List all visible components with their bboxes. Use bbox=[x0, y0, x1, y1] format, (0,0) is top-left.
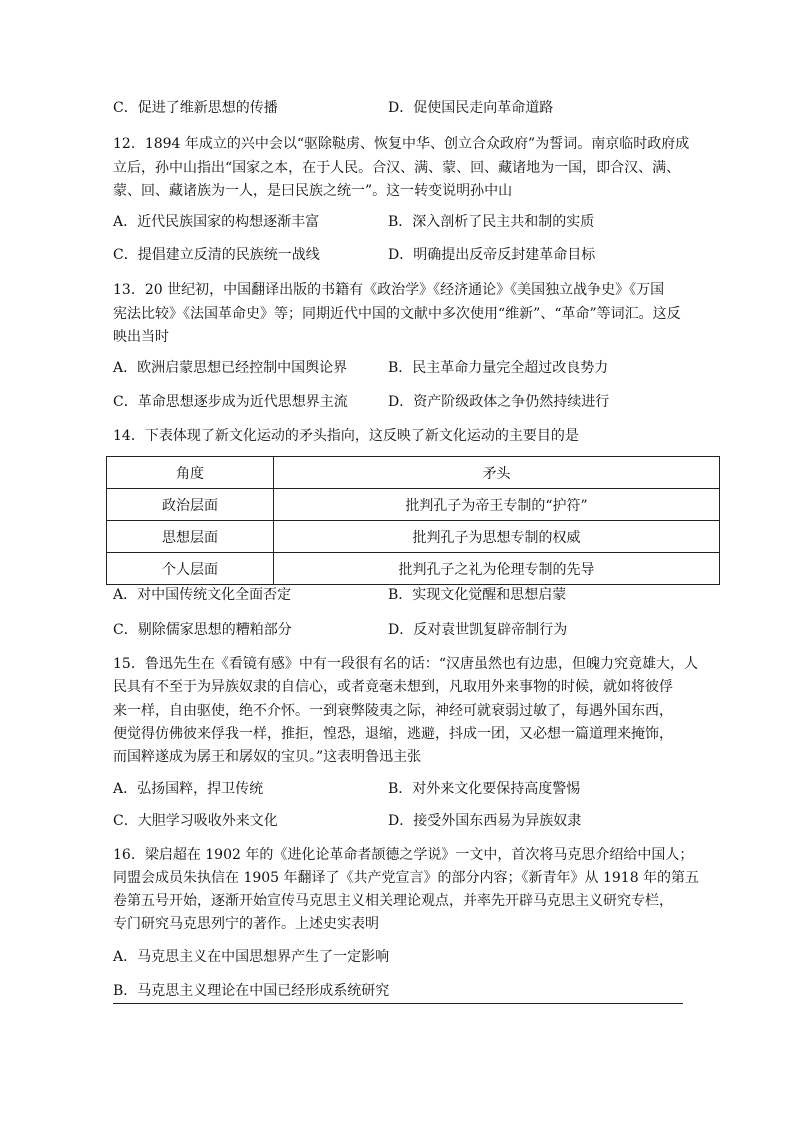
q13-option-b: B．民主革命力量完全超过改良势力 bbox=[388, 360, 609, 376]
q13-option-c: C．革命思想逐步成为近代思想界主流 bbox=[113, 394, 348, 410]
q16-stem-line-1: 16．梁启超在 1902 年的《进化论革命者颉德之学说》一文中，首次将马克思介绍给中国人； bbox=[113, 847, 694, 863]
q12-option-d: D．明确提出反帝反封建革命目标 bbox=[388, 247, 596, 263]
q14-option-a: A．对中国传统文化全面否定 bbox=[113, 587, 292, 603]
table-cell: 批判孔子为思想专制的权威 bbox=[274, 521, 720, 553]
table-cell: 政治层面 bbox=[107, 489, 274, 521]
q11-option-c: C．促进了维新思想的传播 bbox=[113, 100, 278, 116]
q15-options-ab bbox=[113, 779, 713, 799]
q12-option-c: C．提倡建立反清的民族统一战线 bbox=[113, 247, 320, 263]
q11-option-d: D．促使国民走向革命道路 bbox=[388, 100, 554, 116]
bottom-rule bbox=[113, 1003, 683, 1004]
q15-stem-line-2: 民具有不至于为异族奴隶的自信心，或者竟毫未想到，凡取用外来事物的时候，就如将彼俘 bbox=[113, 679, 673, 695]
q15-stem-line-5: 而国粹遂成为孱王和孱奴的宝贝。”这表明鲁迅主张 bbox=[113, 749, 422, 765]
q12-stem-line-3: 蒙、回、藏诸族为一人，是曰民族之统一”。这一转变说明孙中山 bbox=[113, 183, 513, 199]
q15-stem-line-3: 来一样，自由驱使，绝不介怀。一到衰弊陵夷之际，神经可就衰弱过敏了，每遇外国东西， bbox=[113, 703, 673, 719]
q14-options-cd bbox=[113, 620, 713, 640]
q13-options-ab bbox=[113, 358, 713, 378]
q12-stem-line-2: 立后，孙中山指出“国家之本，在于人民。合汉、满、蒙、回、藏诸地为一国，即合汉、满、 bbox=[113, 160, 681, 176]
q12-option-b: B．深入剖析了民主共和制的实质 bbox=[388, 214, 595, 230]
table-row bbox=[107, 553, 720, 585]
table-row bbox=[107, 489, 720, 521]
q16-stem-line-4: 专门研究马克思列宁的著作。上述史实表明 bbox=[113, 916, 379, 932]
q15-options-cd bbox=[113, 811, 713, 831]
q12-option-a: A．近代民族国家的构想逐渐丰富 bbox=[113, 214, 320, 230]
q13-option-d: D．资产阶级政体之争仍然持续进行 bbox=[388, 394, 610, 410]
q16-option-b: B．马克思主义理论在中国已经形成系统研究 bbox=[113, 983, 390, 999]
q14-option-b: B．实现文化觉醒和思想启蒙 bbox=[388, 587, 567, 603]
table-cell: 批判孔子为帝王专制的“护符” bbox=[274, 489, 720, 521]
q15-option-c: C．大胆学习吸收外来文化 bbox=[113, 813, 278, 829]
q15-stem-line-4: 便觉得仿佛彼来俘我一样，推拒，惶恐，退缩，逃避，抖成一团，又必想一篇道理来掩饰， bbox=[113, 726, 673, 742]
q14-table bbox=[106, 456, 720, 585]
q15-option-d: D．接受外国东西易为异族奴隶 bbox=[388, 813, 582, 829]
q12-options-cd bbox=[113, 245, 713, 265]
q13-stem-line-3: 映出当时 bbox=[113, 329, 169, 345]
table-cell: 思想层面 bbox=[107, 521, 274, 553]
q12-stem-line-1: 12．1894 年成立的兴中会以“驱除鞑虏、恢复中华、创立合众政府”为誓词。南京临时政府成 bbox=[113, 136, 690, 152]
table-header-angle: 角度 bbox=[107, 457, 274, 489]
q11-options-cd bbox=[113, 98, 713, 118]
q16-stem-line-2: 同盟会成员朱执信在 1905 年翻译了《共产党宣言》的部分内容；《新青年》从 1918 年的第五 bbox=[113, 870, 700, 886]
q14-options-ab bbox=[113, 585, 713, 605]
q15-option-a: A．弘扬国粹，捍卫传统 bbox=[113, 781, 264, 797]
table-header-row bbox=[107, 457, 720, 489]
table-header-target: 矛头 bbox=[274, 457, 720, 489]
table-cell: 个人层面 bbox=[107, 553, 274, 585]
q13-options-cd bbox=[113, 392, 713, 412]
q15-option-b: B．对外来文化要保持高度警惕 bbox=[388, 781, 581, 797]
q12-options-ab bbox=[113, 212, 713, 232]
q16-option-a: A．马克思主义在中国思想界产生了一定影响 bbox=[113, 949, 390, 965]
q16-stem-line-3: 卷第五号开始，逐渐开始宣传马克思主义相关理论观点，并率先开辟马克思主义研究专栏， bbox=[113, 893, 673, 909]
table-cell: 批判孔子之礼为伦理专制的先导 bbox=[274, 553, 720, 585]
q14-option-d: D．反对袁世凯复辟帝制行为 bbox=[388, 622, 568, 638]
q13-stem-line-2: 宪法比较》《法国革命史》等；同期近代中国的文献中多次使用“维新”、“革命”等词汇。这反 bbox=[113, 306, 681, 322]
q14-option-c: C．剔除儒家思想的糟粕部分 bbox=[113, 622, 292, 638]
q15-stem-line-1: 15．鲁迅先生在《看镜有感》中有一段很有名的话：“汉唐虽然也有边患，但魄力究竟雄大，人 bbox=[113, 656, 698, 672]
q13-option-a: A．欧洲启蒙思想已经控制中国舆论界 bbox=[113, 360, 348, 376]
table-row bbox=[107, 521, 720, 553]
q13-stem-line-1: 13．20 世纪初，中国翻译出版的书籍有《政治学》《经济通论》《美国独立战争史》《万国 bbox=[113, 282, 665, 298]
q14-stem: 14．下表体现了新文化运动的矛头指向，这反映了新文化运动的主要目的是 bbox=[113, 428, 579, 444]
